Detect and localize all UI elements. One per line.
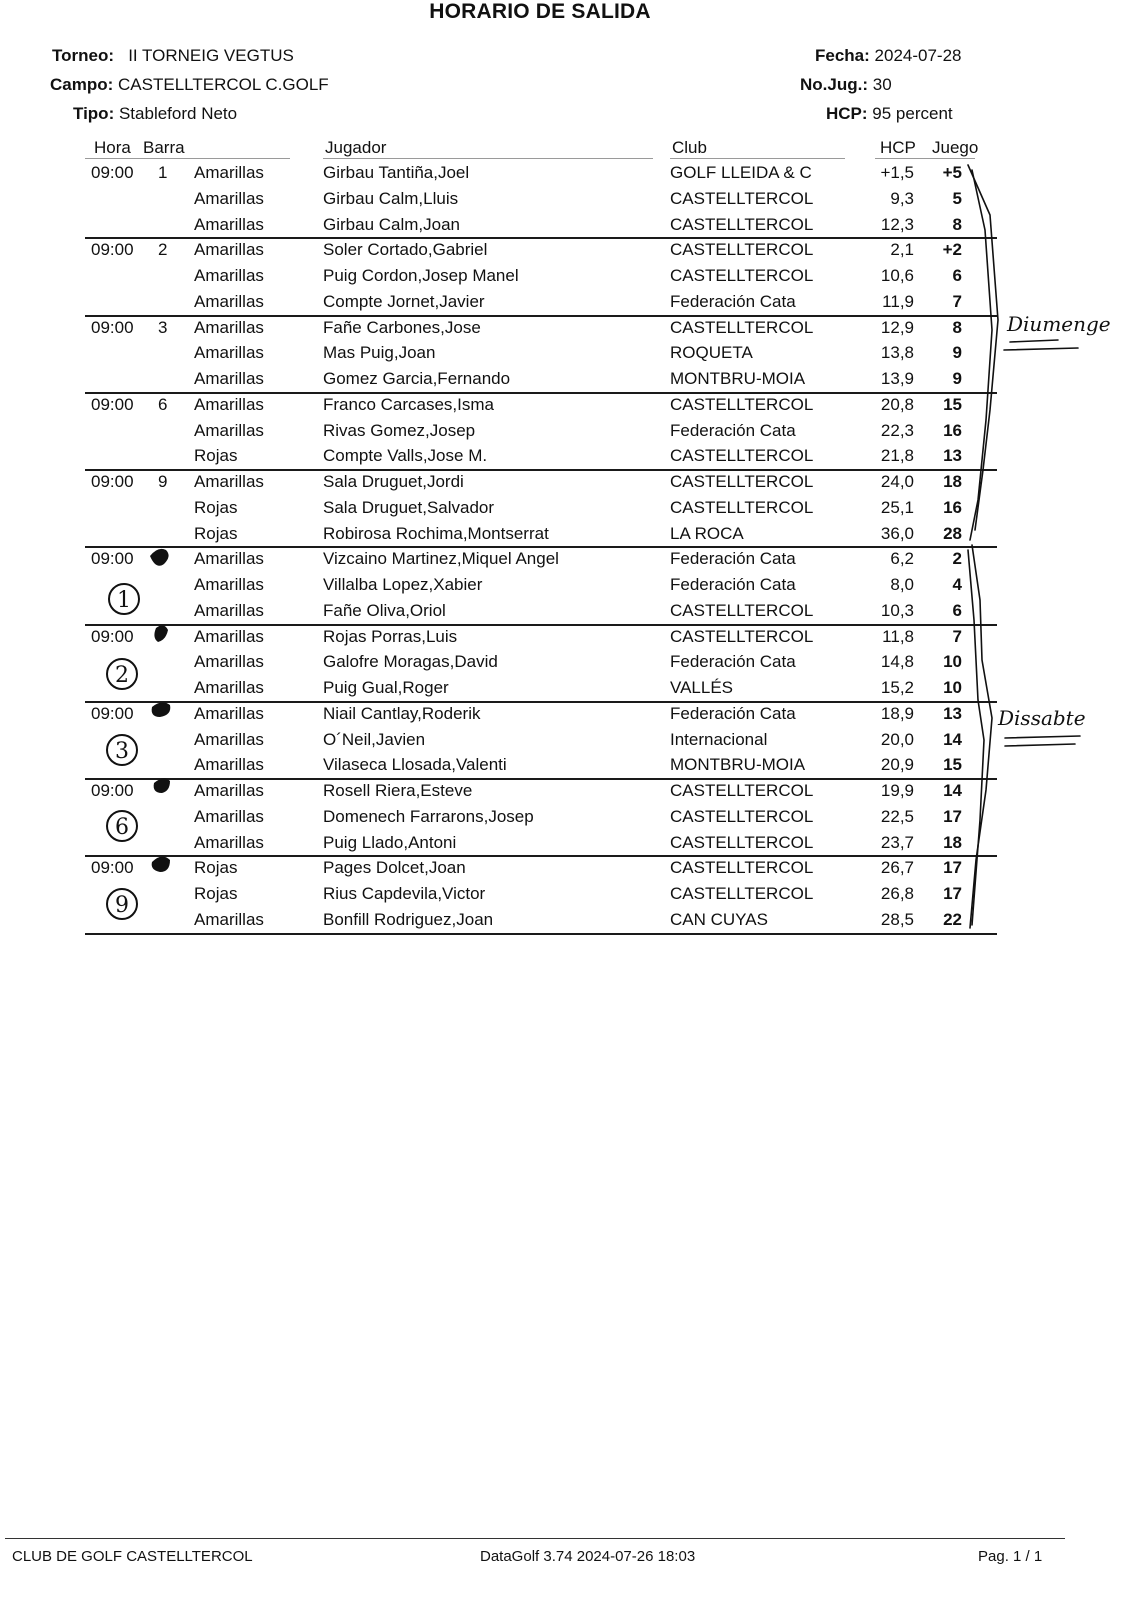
cell-jugador: Gomez Garcia,Fernando <box>323 369 511 388</box>
cell-hora: 09:00 <box>91 626 134 646</box>
cell-hcp: 13,9 <box>880 369 914 388</box>
cell-barra: Amarillas <box>194 291 264 311</box>
cell-hora: 09:00 <box>91 858 134 878</box>
cell-jugador: Vilaseca Llosada,Valenti <box>323 755 507 775</box>
cell-jugador: Rojas Porras,Luis <box>323 626 458 646</box>
cell-hcp: 12,9 <box>880 317 914 337</box>
cell-jugador: O´Neil,Javien <box>323 729 426 749</box>
cell-juego: 17 <box>943 806 962 826</box>
circled-number: 2 <box>106 658 138 690</box>
cell-barra: Amarillas <box>194 188 264 208</box>
page-title: HORARIO DE SALIDA <box>429 0 651 23</box>
hcp-value: 95 percent <box>872 104 953 123</box>
cell-hora: 09:00 <box>91 317 134 337</box>
cell-juego: +2 <box>942 240 962 260</box>
cell-juego: 13 <box>943 703 962 723</box>
cell-jugador: Fañe Oliva,Oriol <box>323 600 446 620</box>
header-jugador: Jugador <box>325 138 387 157</box>
cell-club: CASTELLTERCOL <box>670 214 814 234</box>
header-hora: Hora <box>94 138 131 157</box>
cell-juego: 17 <box>943 858 962 878</box>
cell-hora: 09:00 <box>91 472 134 491</box>
cell-hcp: 19,9 <box>880 781 914 800</box>
torneo-label: Torneo: <box>52 46 115 65</box>
cell-jugador: Mas Puig,Joan <box>323 343 436 363</box>
tipo-label: Tipo: <box>73 104 115 123</box>
cell-barra: Amarillas <box>194 781 264 800</box>
cell-tee-number: 1 <box>158 163 168 182</box>
cell-club: Federación Cata <box>670 549 796 569</box>
header-barra: Barra <box>143 138 185 157</box>
cell-hcp: 21,8 <box>880 446 914 466</box>
cell-juego: 5 <box>952 188 962 208</box>
cell-barra: Amarillas <box>194 394 264 414</box>
cell-barra: Amarillas <box>194 909 264 929</box>
scribble-mark <box>152 856 170 872</box>
cell-club: CASTELLTERCOL <box>670 858 814 878</box>
cell-club: CASTELLTERCOL <box>670 832 814 852</box>
cell-hcp: 14,8 <box>880 652 914 672</box>
cell-hcp: 15,2 <box>880 678 914 697</box>
cell-juego: 28 <box>943 523 962 543</box>
cell-club: LA ROCA <box>670 523 744 543</box>
cell-hcp: 11,9 <box>882 291 914 311</box>
cell-hcp: +1,5 <box>880 163 914 182</box>
cell-hcp: 2,1 <box>890 240 914 260</box>
cell-hcp: 26,7 <box>880 858 914 878</box>
cell-jugador: Rius Capdevila,Victor <box>323 884 486 903</box>
cell-barra: Amarillas <box>194 549 264 569</box>
footer-page: Pag. 1 / 1 <box>978 1548 1043 1565</box>
cell-barra: Amarillas <box>194 317 264 337</box>
cell-jugador: Soler Cortado,Gabriel <box>323 240 488 260</box>
fecha-label: Fecha: <box>815 46 870 65</box>
cell-jugador: Girbau Calm,Lluis <box>323 188 459 208</box>
cell-hcp: 28,5 <box>880 909 914 929</box>
cell-barra: Amarillas <box>194 652 264 672</box>
cell-juego: 7 <box>952 291 962 311</box>
cell-juego: 22 <box>943 909 962 929</box>
cell-hcp: 22,5 <box>880 806 914 826</box>
cell-barra: Amarillas <box>194 703 264 723</box>
cell-hcp: 6,2 <box>890 549 914 569</box>
cell-juego: 17 <box>943 884 962 903</box>
scribble-mark <box>154 625 168 642</box>
cell-hcp: 25,1 <box>880 497 914 517</box>
cell-jugador: Pages Dolcet,Joan <box>323 858 466 878</box>
bracket-dissabte <box>970 545 992 928</box>
cell-jugador: Franco Carcases,Isma <box>323 394 494 414</box>
cell-barra: Amarillas <box>194 626 264 646</box>
cell-juego: 14 <box>943 781 962 800</box>
cell-barra: Amarillas <box>194 240 264 260</box>
footer-club: CLUB DE GOLF CASTELLTERCOL <box>12 1548 253 1565</box>
cell-juego: 18 <box>943 472 962 491</box>
footer-divider <box>5 1538 1065 1539</box>
cell-tee-number: 2 <box>158 240 168 260</box>
cell-tee-number: 3 <box>158 317 168 337</box>
cell-hcp: 36,0 <box>880 523 914 543</box>
cell-tee-number: 9 <box>158 472 168 491</box>
cell-club: CAN CUYAS <box>670 909 768 929</box>
cell-hcp: 12,3 <box>880 214 914 234</box>
cell-barra: Amarillas <box>194 214 264 234</box>
cell-barra: Amarillas <box>194 163 264 182</box>
cell-club: CASTELLTERCOL <box>670 626 814 646</box>
cell-juego: 8 <box>952 317 962 337</box>
circled-number: 6 <box>106 810 138 842</box>
cell-jugador: Compte Valls,Jose M. <box>323 446 488 466</box>
cell-club: ROQUETA <box>670 343 753 363</box>
cell-juego: 10 <box>943 678 962 697</box>
cell-juego: 4 <box>952 575 962 594</box>
header-club: Club <box>672 138 707 157</box>
cell-juego: 15 <box>943 394 962 414</box>
cell-jugador: Fañe Carbones,Jose <box>323 317 481 337</box>
cell-barra: Amarillas <box>194 755 264 775</box>
cell-jugador: Girbau Calm,Joan <box>323 214 461 234</box>
cell-hcp: 13,8 <box>880 343 914 363</box>
cell-club: CASTELLTERCOL <box>670 806 814 826</box>
cell-jugador: Puig Cordon,Josep Manel <box>323 266 519 285</box>
cell-club: CASTELLTERCOL <box>670 317 814 337</box>
cell-juego: 9 <box>952 343 962 363</box>
cell-hcp: 9,3 <box>890 188 914 208</box>
cell-jugador: Puig Llado,Antoni <box>323 832 457 852</box>
cell-jugador: Sala Druguet,Jordi <box>323 472 464 491</box>
cell-hcp: 18,9 <box>880 703 914 723</box>
cell-juego: 8 <box>952 214 962 234</box>
cell-hcp: 24,0 <box>880 472 914 491</box>
circled-number: 9 <box>106 888 138 920</box>
nojug-value: 30 <box>872 75 892 94</box>
cell-club: Federación Cata <box>670 652 796 672</box>
cell-club: Federación Cata <box>670 703 796 723</box>
handwritten-label-dissabte: Dissabte <box>998 706 1086 730</box>
cell-hcp: 22,3 <box>880 420 914 440</box>
cell-barra: Rojas <box>194 523 238 543</box>
fecha-value: 2024-07-28 <box>874 46 962 65</box>
nojug-label: No.Jug.: <box>800 75 868 94</box>
cell-juego: 9 <box>952 369 962 388</box>
handwritten-label-diumenge: Diumenge <box>1007 312 1111 336</box>
cell-juego: 10 <box>943 652 962 672</box>
cell-juego: +5 <box>942 163 962 182</box>
cell-barra: Amarillas <box>194 369 264 388</box>
scribble-mark <box>150 549 169 566</box>
campo-value: CASTELLTERCOL C.GOLF <box>118 75 329 94</box>
circled-number: 1 <box>108 583 140 615</box>
footer-software: DataGolf 3.74 2024-07-26 18:03 <box>480 1548 696 1565</box>
cell-club: MONTBRU-MOIA <box>670 755 806 775</box>
cell-barra: Amarillas <box>194 343 264 363</box>
cell-club: CASTELLTERCOL <box>670 240 814 260</box>
cell-jugador: Girbau Tantiña,Joel <box>323 163 470 182</box>
cell-hcp: 23,7 <box>880 832 914 852</box>
cell-club: CASTELLTERCOL <box>670 394 814 414</box>
cell-club: CASTELLTERCOL <box>670 884 814 903</box>
cell-jugador: Vizcaino Martinez,Miquel Angel <box>323 549 559 569</box>
cell-club: Federación Cata <box>670 420 796 440</box>
cell-barra: Amarillas <box>194 600 264 620</box>
cell-juego: 6 <box>952 266 962 285</box>
cell-jugador: Robirosa Rochima,Montserrat <box>323 523 549 543</box>
cell-barra: Amarillas <box>194 420 264 440</box>
cell-barra: Amarillas <box>194 575 264 594</box>
cell-club: CASTELLTERCOL <box>670 600 814 620</box>
cell-jugador: Villalba Lopez,Xabier <box>323 575 483 594</box>
cell-juego: 18 <box>943 832 962 852</box>
cell-jugador: Bonfill Rodriguez,Joan <box>323 909 494 929</box>
cell-juego: 2 <box>952 549 962 569</box>
torneo-value: II TORNEIG VEGTUS <box>128 46 294 65</box>
cell-hcp: 8,0 <box>890 575 914 594</box>
circled-number: 3 <box>106 734 138 766</box>
cell-club: CASTELLTERCOL <box>670 497 814 517</box>
cell-juego: 6 <box>952 600 962 620</box>
bracket-dissabte-inner <box>968 550 984 925</box>
cell-barra: Amarillas <box>194 472 264 491</box>
cell-jugador: Rivas Gomez,Josep <box>323 420 476 440</box>
header-juego: Juego <box>932 138 979 157</box>
cell-juego: 15 <box>943 755 962 775</box>
tipo-value: Stableford Neto <box>118 104 238 123</box>
cell-juego: 16 <box>943 420 962 440</box>
cell-jugador: Puig Gual,Roger <box>323 678 449 697</box>
cell-barra: Amarillas <box>194 266 264 285</box>
cell-barra: Rojas <box>194 858 238 878</box>
cell-jugador: Sala Druguet,Salvador <box>323 497 495 517</box>
cell-club: Federación Cata <box>670 291 796 311</box>
cell-hcp: 20,0 <box>880 729 914 749</box>
cell-club: CASTELLTERCOL <box>670 266 814 285</box>
cell-jugador: Rosell Riera,Esteve <box>323 781 473 800</box>
cell-jugador: Compte Jornet,Javier <box>323 291 485 311</box>
cell-barra: Amarillas <box>194 832 264 852</box>
cell-hcp: 10,6 <box>880 266 914 285</box>
underline-diumenge <box>1004 340 1078 350</box>
cell-juego: 7 <box>952 626 962 646</box>
header-hcp: HCP <box>880 138 916 157</box>
cell-hora: 09:00 <box>91 163 134 182</box>
cell-hora: 09:00 <box>91 781 134 800</box>
cell-club: CASTELLTERCOL <box>670 188 814 208</box>
cell-jugador: Galofre Moragas,David <box>323 652 498 672</box>
cell-hora: 09:00 <box>91 240 134 260</box>
cell-hcp: 26,8 <box>880 884 914 903</box>
cell-juego: 13 <box>943 446 962 466</box>
cell-barra: Rojas <box>194 497 238 517</box>
cell-jugador: Niail Cantlay,Roderik <box>323 703 481 723</box>
campo-label: Campo: <box>50 75 114 94</box>
cell-club: CASTELLTERCOL <box>670 781 814 800</box>
scribble-mark <box>154 778 170 793</box>
cell-club: CASTELLTERCOL <box>670 446 814 466</box>
cell-club: Federación Cata <box>670 575 796 594</box>
scribble-mark <box>152 702 171 717</box>
cell-club: Internacional <box>670 729 768 749</box>
hcp-label: HCP: <box>826 104 868 123</box>
cell-hcp: 20,9 <box>880 755 914 775</box>
cell-barra: Amarillas <box>194 806 264 826</box>
cell-club: VALLÉS <box>670 678 734 697</box>
cell-juego: 14 <box>943 729 962 749</box>
cell-barra: Rojas <box>194 446 238 466</box>
cell-barra: Amarillas <box>194 729 264 749</box>
cell-hcp: 11,8 <box>882 626 914 646</box>
underline-dissabte <box>1005 736 1080 746</box>
cell-tee-number: 6 <box>158 394 168 414</box>
cell-hcp: 20,8 <box>880 394 914 414</box>
cell-hora: 09:00 <box>91 703 134 723</box>
cell-hora: 09:00 <box>91 549 134 569</box>
cell-hcp: 10,3 <box>880 600 914 620</box>
cell-club: GOLF LLEIDA & C <box>670 163 812 182</box>
cell-jugador: Domenech Farrarons,Josep <box>323 806 534 826</box>
cell-barra: Amarillas <box>194 678 264 697</box>
cell-barra: Rojas <box>194 884 238 903</box>
cell-club: CASTELLTERCOL <box>670 472 814 491</box>
cell-club: MONTBRU-MOIA <box>670 369 806 388</box>
cell-juego: 16 <box>943 497 962 517</box>
cell-hora: 09:00 <box>91 394 134 414</box>
